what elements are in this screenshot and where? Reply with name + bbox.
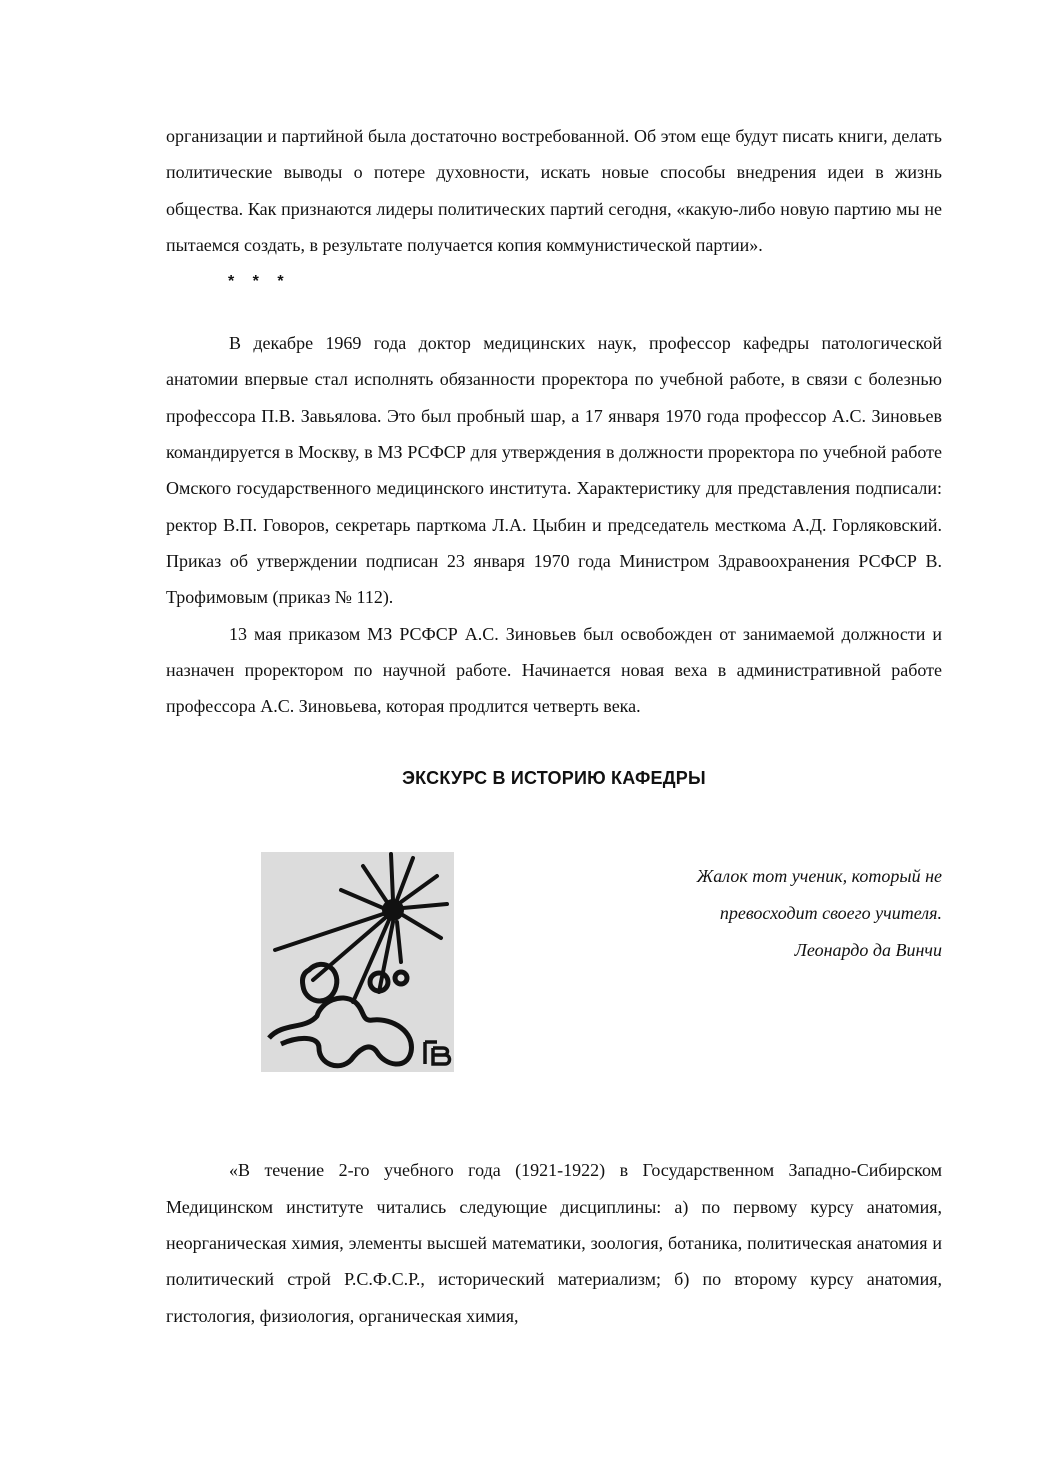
epigraph-block <box>166 842 942 1142</box>
sun-and-figure-emblem-icon <box>261 852 454 1072</box>
document-page <box>166 118 942 1334</box>
paragraph-prorector-appointment: В декабре 1969 года доктор медицинских наук, профессор кафедры патологической анатомии впервые стал исполнять обязанности проректора по учебной работе, в связи с болезнью профессора П.В. Завьялова. Это был пробный шар, а 17 января 1970 года профессор А.С. Зиновьев командируется в Москву, в МЗ РСФСР для утверждения в должности проректора по учебной работе Омского государственного медицинского института. Характеристику для представления подписали: ректор В.П. Говоров, секретарь парткома Л.А. Цыбин и председатель месткома А.Д. Горляковский. Приказ об утверждении подписан 23 января 1970 года Министром Здравоохранения РСФСР В. Трофимовым (приказ № 112). <box>166 333 942 608</box>
paragraph-science-prorector: 13 мая приказом МЗ РСФСР А.С. Зиновьев был освобожден от занимаемой должности и назначен проректором по научной работе. Начинается новая веха в административной работе профессора А.С. Зиновьева, которая продлится четверть века. <box>166 623 942 717</box>
section-separator: * * * <box>228 273 291 291</box>
section-heading: ЭКСКУРС В ИСТОРИЮ КАФЕДРЫ <box>402 768 706 789</box>
epigraph-line-1: Жалок тот ученик, который не <box>696 866 942 887</box>
paragraph-party: организации и партийной была достаточно востребованной. Об этом еще будут писать книги, делать политические выводы о потере духовности, искать новые способы внедрения идеи в жизнь общества. Как признаются лидеры политических партий сегодня, «какую-либо новую партию мы не пытаемся создать, в результате получается копия коммунистической партии». <box>166 126 942 255</box>
epigraph <box>697 858 942 969</box>
epigraph-author: Леонардо да Винчи <box>794 940 942 961</box>
epigraph-line-2: превосходит своего учителя. <box>719 903 942 924</box>
paragraph-curriculum: «В течение 2-го учебного года (1921-1922) в Государственном Западно-Сибирском Медицинском институте читались следующие дисциплины: а) по первому курсу анатомия, неорганическая химия, элементы высшей математики, зоология, ботаника, политическая анатомия и политический строй Р.С.Ф.С.Р., исторический материализм; б) по второму курсу анатомия, гистология, физиология, органическая химия, <box>166 1160 942 1326</box>
